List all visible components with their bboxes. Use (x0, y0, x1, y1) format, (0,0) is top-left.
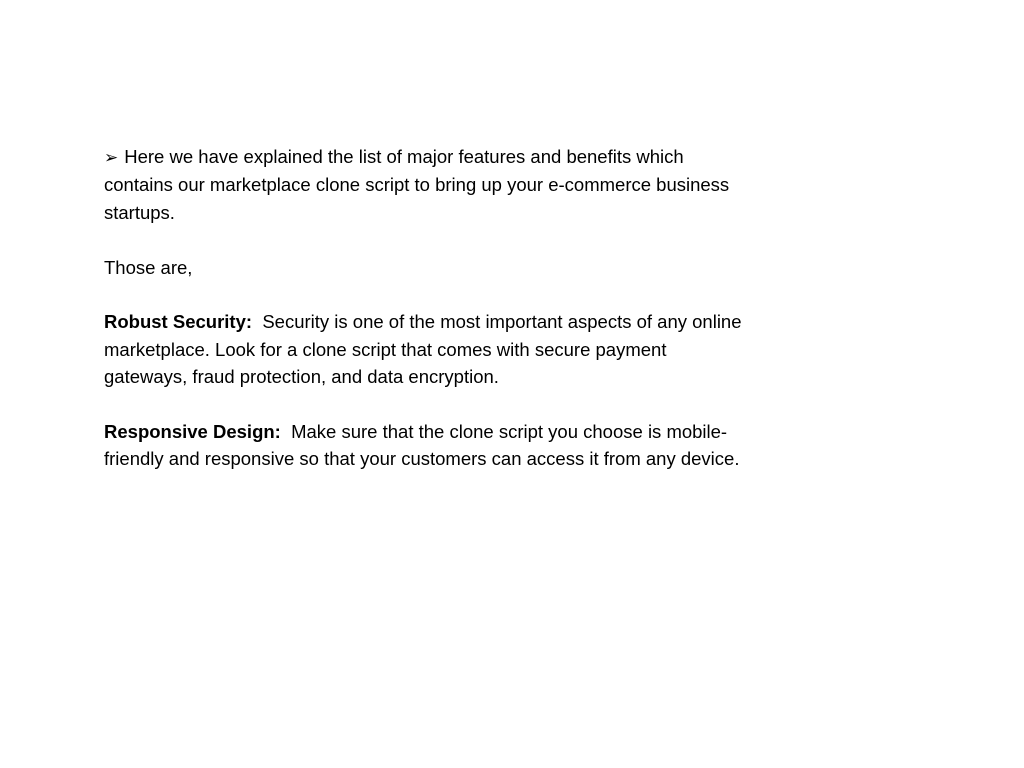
arrow-bullet-icon: ➢ (104, 148, 119, 167)
feature-paragraph-robust-security (104, 308, 754, 390)
spacer (104, 391, 754, 418)
feature-term: Robust Security: (104, 311, 253, 333)
intro-text: Here we have explained the list of major features and benefits which contains our marketplace clone script to bring up your e-commerce business startups. (104, 146, 730, 223)
feature-paragraph-responsive-design (104, 418, 754, 473)
spacer (104, 281, 754, 308)
feature-term: Responsive Design: (104, 421, 281, 443)
slide-text-block (104, 143, 754, 473)
spacer (104, 226, 754, 253)
feature-description: Security is one of the most important aspects of any online marketplace. Look for a clone script that comes with secure payment gateways, fraud protection, and data encryption. (104, 311, 742, 388)
feature-description: Make sure that the clone script you choose is mobile-friendly and responsive so that your customers can access it from any device. (104, 421, 740, 470)
lead-in-text: Those are, (104, 256, 193, 278)
intro-paragraph (104, 143, 754, 226)
